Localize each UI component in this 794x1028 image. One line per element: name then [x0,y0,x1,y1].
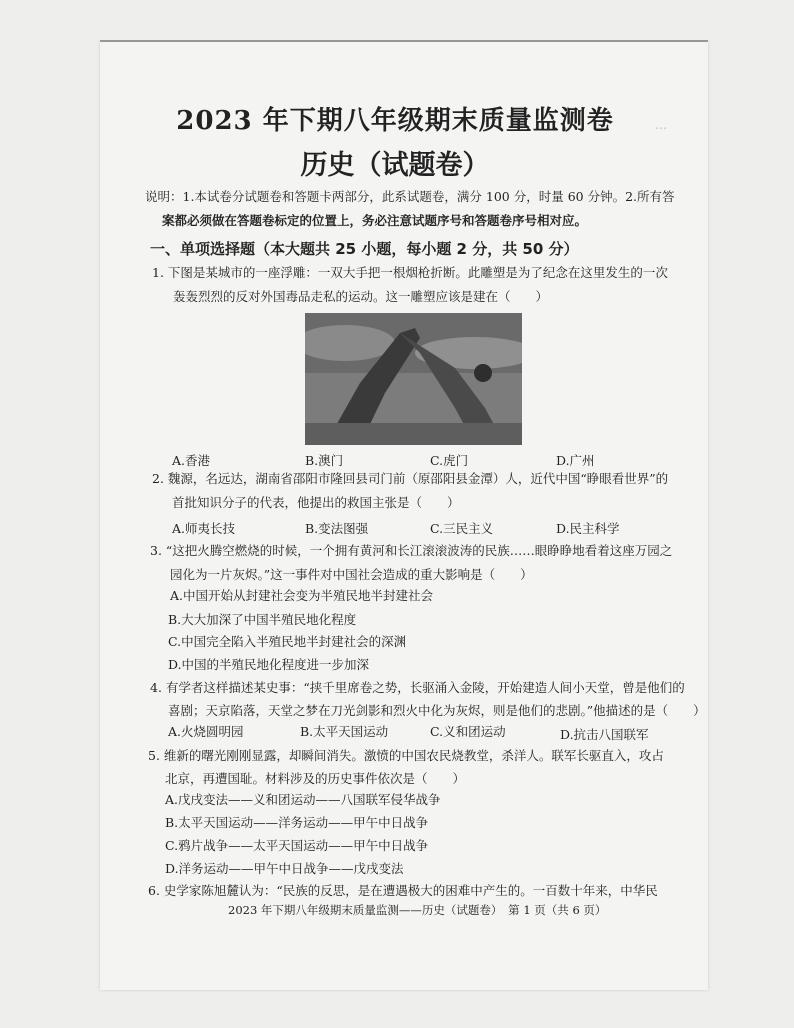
question-2-line-2: 首批知识分子的代表，他提出的救国主张是（ ） [172,495,460,510]
q4-option-d: D.抗击八国联军 [560,727,649,742]
question-1-line-1: 1. 下图是某城市的一座浮雕：一双大手把一根烟枪折断。此雕塑是为了纪念在这里发生的一次 [152,265,668,280]
q1-option-d: D.广州 [556,453,595,468]
question-4-line-1: 4. 有学者这样描述某史事：“挟千里席卷之势，长驱涌入金陵，开始建造人间小天堂，曾是他们的 [150,680,685,695]
q4-option-c: C.义和团运动 [430,724,506,739]
q2-option-a: A.师夷长技 [172,521,236,536]
q3-option-b: B.大大加深了中国半殖民地化程度 [168,612,357,627]
q2-option-b: B.变法图强 [305,521,369,536]
q5-option-b: B.太平天国运动——洋务运动——甲午中日战争 [165,815,429,830]
instructions-line-1: 说明：1.本试卷分试题卷和答题卡两部分，此系试题卷，满分 100 分，时量 60 分钟。2.所有答 [145,189,675,204]
question-6-line-1: 6. 史学家陈旭麓认为：“民族的反思，是在遭遇极大的困难中产生的。一百数十年来，中华民 [148,883,658,898]
q5-option-a: A.戊戌变法——义和团运动——八国联军侵华战争 [165,792,441,807]
q2-option-d: D.民主科学 [556,521,620,536]
q3-option-a: A.中国开始从封建社会变为半殖民地半封建社会 [170,588,434,603]
q4-option-a: A.火烧圆明园 [168,724,244,739]
exam-title: 2023 年下期八年级期末质量监测卷 [176,106,614,136]
q3-option-c: C.中国完全陷入半殖民地半封建社会的深渊 [168,634,407,649]
sculpture-image [305,313,522,445]
question-2-line-1: 2. 魏源，名远达，湖南省邵阳市隆回县司门前（原邵阳县金潭）人，近代中国“睁眼看世界”的 [152,471,669,486]
question-3-line-2: 园化为一片灰烬。”这一事件对中国社会造成的重大影响是（ ） [170,567,533,582]
q3-option-d: D.中国的半殖民地化程度进一步加深 [168,657,370,672]
instructions-line-2: 案都必须做在答题卷标定的位置上，务必注意试题序号和答题卷序号相对应。 [162,213,588,228]
q1-option-c: C.虎门 [430,453,469,468]
q5-option-c: C.鸦片战争——太平天国运动——甲午中日战争 [165,838,429,853]
q1-option-b: B.澳门 [305,453,344,468]
question-5-line-1: 5. 维新的曙光刚刚显露，却瞬间消失。激愤的中国农民烧教堂，杀洋人。联军长驱直入，攻占 [148,748,664,763]
page-footer: 2023 年下期八年级期末质量监测——历史（试题卷） 第 1 页（共 6 页） [228,903,607,917]
exam-subtitle: 历史（试题卷） [300,150,490,181]
q4-option-b: B.太平天国运动 [300,724,389,739]
question-3-line-1: 3. “这把火腾空燃烧的时候，一个拥有黄河和长江滚滚波涛的民族……眼睁睁地看着这座万园之 [150,543,673,558]
question-5-line-2: 北京，再遭国耻。材料涉及的历史事件依次是（ ） [165,771,466,786]
q5-option-d: D.洋务运动——甲午中日战争——戊戌变法 [165,861,404,876]
q2-option-c: C.三民主义 [430,521,494,536]
relief-sculpture-photo [305,313,522,445]
q1-option-a: A.香港 [172,453,211,468]
bleed-text: … [655,118,667,132]
question-4-line-2: 喜剧；天京陷落，天堂之梦在刀光剑影和烈火中化为灰烬，则是他们的悲剧。”他描述的是（ ） [168,703,706,718]
question-1-line-2: 轰轰烈烈的反对外国毒品走私的运动。这一雕塑应该是建在（ ） [173,289,549,304]
section-heading: 一、单项选择题（本大题共 25 小题，每小题 2 分，共 50 分） [150,240,579,258]
